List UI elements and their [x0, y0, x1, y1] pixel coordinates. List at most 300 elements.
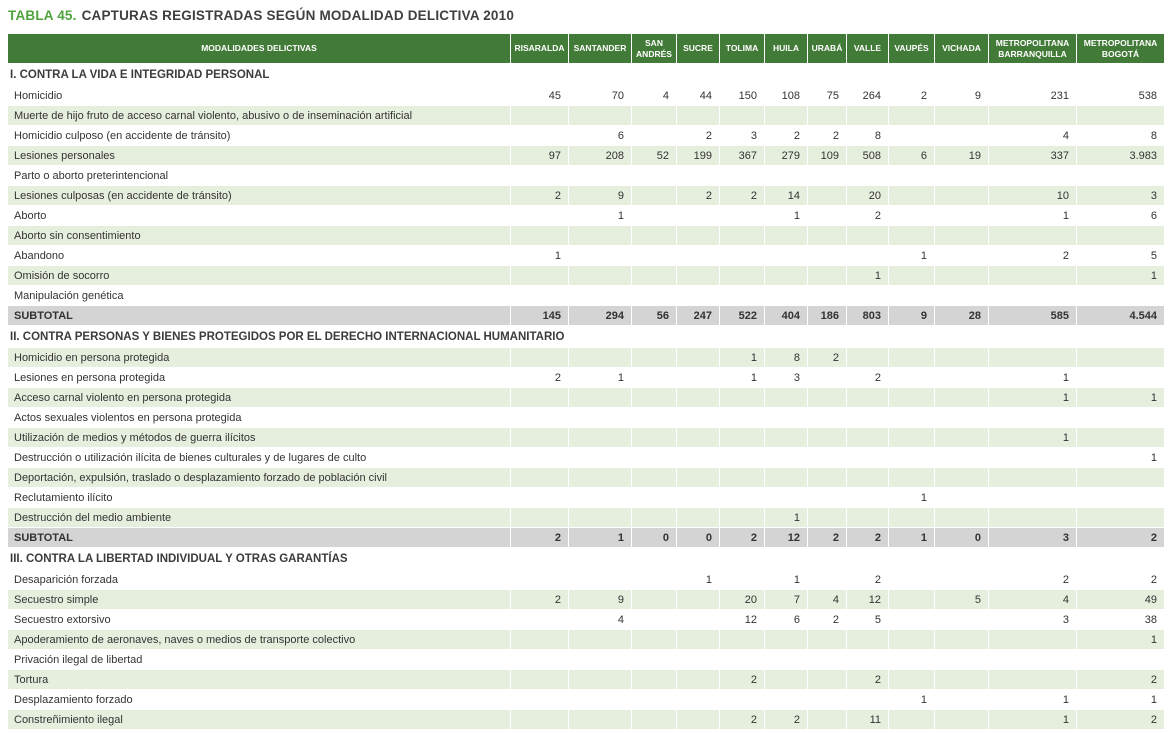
- row-label: Lesiones en persona protegida: [8, 368, 511, 388]
- cell-value: 1: [889, 690, 935, 710]
- table-body: [8, 64, 1165, 730]
- cell-value: [720, 246, 765, 266]
- cell-value: 294: [569, 306, 632, 326]
- cell-value: [632, 570, 677, 590]
- cell-value: [569, 690, 632, 710]
- cell-value: [720, 468, 765, 488]
- row-label: Abandono: [8, 246, 511, 266]
- cell-value: [569, 286, 632, 306]
- cell-value: [569, 428, 632, 448]
- cell-value: 14: [765, 186, 808, 206]
- cell-value: 538: [1077, 86, 1165, 106]
- cell-value: 6: [765, 610, 808, 630]
- cell-value: 2: [847, 368, 889, 388]
- cell-value: 1: [1077, 266, 1165, 286]
- cell-value: [889, 166, 935, 186]
- cell-value: 28: [935, 306, 989, 326]
- section-header: II. CONTRA PERSONAS Y BIENES PROTEGIDOS POR EL DERECHO INTERNACIONAL HUMANITARIO: [8, 326, 1165, 348]
- cell-value: [677, 468, 720, 488]
- cell-value: [632, 408, 677, 428]
- cell-value: 0: [935, 528, 989, 548]
- cell-value: [569, 226, 632, 246]
- row-label: Acceso carnal violento en persona protegida: [8, 388, 511, 408]
- cell-value: 199: [677, 146, 720, 166]
- cell-value: 2: [720, 670, 765, 690]
- cell-value: [720, 206, 765, 226]
- cell-value: [989, 488, 1077, 508]
- table-row: [8, 348, 1165, 368]
- cell-value: [1077, 650, 1165, 670]
- row-label: Privación ilegal de libertad: [8, 650, 511, 670]
- table-row: [8, 590, 1165, 610]
- cell-value: [889, 590, 935, 610]
- page-title: [8, 8, 1164, 23]
- cell-value: [1077, 106, 1165, 126]
- cell-value: [989, 106, 1077, 126]
- table-row: [8, 690, 1165, 710]
- cell-value: 2: [847, 206, 889, 226]
- cell-value: 1: [569, 206, 632, 226]
- cell-value: [720, 488, 765, 508]
- row-label: Constreñimiento ilegal: [8, 710, 511, 730]
- cell-value: [847, 388, 889, 408]
- table-row: [8, 186, 1165, 206]
- cell-value: [720, 448, 765, 468]
- cell-value: [889, 126, 935, 146]
- cell-value: [935, 186, 989, 206]
- cell-value: [889, 266, 935, 286]
- cell-value: [989, 508, 1077, 528]
- cell-value: 4: [808, 590, 847, 610]
- row-label: Homicidio culposo (en accidente de tránsito): [8, 126, 511, 146]
- cell-value: [569, 650, 632, 670]
- cell-value: 9: [569, 590, 632, 610]
- row-label: Homicidio en persona protegida: [8, 348, 511, 368]
- cell-value: [569, 266, 632, 286]
- cell-value: 522: [720, 306, 765, 326]
- row-label: Reclutamiento ilícito: [8, 488, 511, 508]
- cell-value: 1: [1077, 388, 1165, 408]
- cell-value: 337: [989, 146, 1077, 166]
- table-row: [8, 468, 1165, 488]
- cell-value: 2: [720, 710, 765, 730]
- cell-value: [808, 508, 847, 528]
- cell-value: [677, 590, 720, 610]
- cell-value: 20: [720, 590, 765, 610]
- cell-value: [765, 690, 808, 710]
- cell-value: [989, 226, 1077, 246]
- column-header: VAUPÉS: [889, 34, 935, 64]
- cell-value: 2: [889, 86, 935, 106]
- cell-value: [632, 186, 677, 206]
- cell-value: [808, 448, 847, 468]
- cell-value: [808, 186, 847, 206]
- cell-value: [808, 368, 847, 388]
- cell-value: [935, 166, 989, 186]
- cell-value: [765, 226, 808, 246]
- cell-value: 3: [765, 368, 808, 388]
- cell-value: [889, 448, 935, 468]
- cell-value: 1: [1077, 630, 1165, 650]
- cell-value: [1077, 348, 1165, 368]
- cell-value: [889, 650, 935, 670]
- cell-value: [632, 206, 677, 226]
- cell-value: 20: [847, 186, 889, 206]
- cell-value: 1: [1077, 448, 1165, 468]
- cell-value: [677, 286, 720, 306]
- cell-value: 3: [989, 528, 1077, 548]
- cell-value: [720, 570, 765, 590]
- cell-value: 38: [1077, 610, 1165, 630]
- cell-value: 2: [720, 528, 765, 548]
- cell-value: [989, 670, 1077, 690]
- cell-value: 1: [677, 570, 720, 590]
- cell-value: [632, 106, 677, 126]
- cell-value: 8: [847, 126, 889, 146]
- cell-value: [569, 710, 632, 730]
- cell-value: [989, 408, 1077, 428]
- cell-value: 3: [1077, 186, 1165, 206]
- subtotal-row: [8, 528, 1165, 548]
- table-row: [8, 570, 1165, 590]
- cell-value: [808, 106, 847, 126]
- cell-value: [847, 166, 889, 186]
- cell-value: [935, 670, 989, 690]
- cell-value: [889, 468, 935, 488]
- cell-value: [569, 166, 632, 186]
- cell-value: 1: [569, 368, 632, 388]
- cell-value: 2: [1077, 710, 1165, 730]
- cell-value: [1077, 428, 1165, 448]
- cell-value: [677, 388, 720, 408]
- cell-value: [511, 266, 569, 286]
- cell-value: [989, 630, 1077, 650]
- cell-value: 4.544: [1077, 306, 1165, 326]
- row-label: Aborto: [8, 206, 511, 226]
- section-header-row: [8, 326, 1165, 348]
- cell-value: [632, 266, 677, 286]
- cell-value: [808, 488, 847, 508]
- cell-value: [511, 106, 569, 126]
- cell-value: [935, 690, 989, 710]
- cell-value: [569, 388, 632, 408]
- cell-value: [677, 710, 720, 730]
- cell-value: 52: [632, 146, 677, 166]
- cell-value: [720, 650, 765, 670]
- cell-value: [765, 166, 808, 186]
- cell-value: [847, 428, 889, 448]
- cell-value: 2: [720, 186, 765, 206]
- cell-value: [569, 468, 632, 488]
- table-title-text: CAPTURAS REGISTRADAS SEGÚN MODALIDAD DELICTIVA 2010: [81, 8, 515, 23]
- cell-value: [889, 106, 935, 126]
- cell-value: 12: [765, 528, 808, 548]
- table-row: [8, 368, 1165, 388]
- cell-value: [808, 710, 847, 730]
- cell-value: 45: [511, 86, 569, 106]
- cell-value: [847, 468, 889, 488]
- cell-value: [935, 388, 989, 408]
- cell-value: 1: [889, 528, 935, 548]
- cell-value: 150: [720, 86, 765, 106]
- cell-value: 247: [677, 306, 720, 326]
- cell-value: [808, 630, 847, 650]
- cell-value: [889, 226, 935, 246]
- cell-value: 1: [889, 488, 935, 508]
- cell-value: [569, 106, 632, 126]
- cell-value: [677, 610, 720, 630]
- cell-value: [632, 488, 677, 508]
- cell-value: 4: [632, 86, 677, 106]
- cell-value: [511, 286, 569, 306]
- table-row: [8, 266, 1165, 286]
- cell-value: 1: [989, 690, 1077, 710]
- table-row: [8, 650, 1165, 670]
- table-row: [8, 610, 1165, 630]
- cell-value: 12: [847, 590, 889, 610]
- cell-value: [677, 348, 720, 368]
- cell-value: [847, 286, 889, 306]
- row-label: Secuestro simple: [8, 590, 511, 610]
- cell-value: [720, 690, 765, 710]
- cell-value: [935, 610, 989, 630]
- cell-value: [889, 710, 935, 730]
- cell-value: [720, 428, 765, 448]
- cell-value: [889, 348, 935, 368]
- cell-value: [569, 348, 632, 368]
- cell-value: [632, 428, 677, 448]
- cell-value: 9: [935, 86, 989, 106]
- cell-value: [632, 670, 677, 690]
- cell-value: 109: [808, 146, 847, 166]
- cell-value: [847, 508, 889, 528]
- row-label: Destrucción o utilización ilícita de bienes culturales y de lugares de culto: [8, 448, 511, 468]
- cell-value: [765, 408, 808, 428]
- cell-value: 12: [720, 610, 765, 630]
- cell-value: [765, 388, 808, 408]
- cell-value: [569, 488, 632, 508]
- cell-value: [720, 166, 765, 186]
- cell-value: [677, 266, 720, 286]
- cell-value: 2: [808, 348, 847, 368]
- cell-value: [632, 126, 677, 146]
- cell-value: [1077, 368, 1165, 388]
- cell-value: [632, 246, 677, 266]
- cell-value: 1: [720, 348, 765, 368]
- cell-value: [847, 106, 889, 126]
- cell-value: [632, 630, 677, 650]
- cell-value: [808, 166, 847, 186]
- table-row: [8, 126, 1165, 146]
- cell-value: 2: [1077, 528, 1165, 548]
- cell-value: [989, 286, 1077, 306]
- cell-value: [677, 428, 720, 448]
- cell-value: [765, 246, 808, 266]
- cell-value: 1: [989, 368, 1077, 388]
- table-row: [8, 226, 1165, 246]
- row-label: Desaparición forzada: [8, 570, 511, 590]
- cell-value: [847, 690, 889, 710]
- cell-value: [989, 650, 1077, 670]
- table-row: [8, 508, 1165, 528]
- table-row: [8, 670, 1165, 690]
- cell-value: [808, 266, 847, 286]
- cell-value: [808, 650, 847, 670]
- cell-value: 1: [765, 206, 808, 226]
- section-header-row: [8, 64, 1165, 86]
- row-label: Aborto sin consentimiento: [8, 226, 511, 246]
- cell-value: [511, 650, 569, 670]
- cell-value: 8: [765, 348, 808, 368]
- cell-value: 6: [569, 126, 632, 146]
- subtotal-label: SUBTOTAL: [8, 306, 511, 326]
- cell-value: [847, 246, 889, 266]
- row-label: Lesiones culposas (en accidente de tránsito): [8, 186, 511, 206]
- cell-value: [935, 630, 989, 650]
- cell-value: [720, 408, 765, 428]
- cell-value: 10: [989, 186, 1077, 206]
- cell-value: [720, 226, 765, 246]
- cell-value: 2: [765, 710, 808, 730]
- cell-value: 4: [989, 126, 1077, 146]
- cell-value: [808, 226, 847, 246]
- cell-value: [889, 428, 935, 448]
- cell-value: 2: [677, 126, 720, 146]
- cell-value: [632, 388, 677, 408]
- row-label: Deportación, expulsión, traslado o desplazamiento forzado de población civil: [8, 468, 511, 488]
- section-header-row: [8, 548, 1165, 570]
- cell-value: [677, 488, 720, 508]
- captures-table: [7, 33, 1165, 730]
- cell-value: [632, 226, 677, 246]
- column-header: VALLE: [847, 34, 889, 64]
- cell-value: [935, 266, 989, 286]
- cell-value: [511, 570, 569, 590]
- cell-value: 508: [847, 146, 889, 166]
- cell-value: [1077, 488, 1165, 508]
- cell-value: 1: [989, 428, 1077, 448]
- row-label: Muerte de hijo fruto de acceso carnal violento, abusivo o de inseminación artificial: [8, 106, 511, 126]
- table-number-label: TABLA 45.: [8, 8, 77, 23]
- cell-value: [889, 570, 935, 590]
- table-row: [8, 146, 1165, 166]
- cell-value: 2: [808, 528, 847, 548]
- column-header: METROPOLITANA BOGOTÁ: [1077, 34, 1165, 64]
- cell-value: [720, 630, 765, 650]
- cell-value: 279: [765, 146, 808, 166]
- cell-value: 9: [889, 306, 935, 326]
- cell-value: [935, 126, 989, 146]
- cell-value: [808, 428, 847, 448]
- cell-value: 264: [847, 86, 889, 106]
- table-row: [8, 428, 1165, 448]
- cell-value: [569, 246, 632, 266]
- cell-value: [720, 286, 765, 306]
- cell-value: [632, 590, 677, 610]
- table-header-row: [8, 34, 1165, 64]
- cell-value: 803: [847, 306, 889, 326]
- cell-value: 5: [847, 610, 889, 630]
- cell-value: 44: [677, 86, 720, 106]
- cell-value: 4: [569, 610, 632, 630]
- cell-value: 1: [511, 246, 569, 266]
- cell-value: [632, 368, 677, 388]
- cell-value: [989, 468, 1077, 488]
- cell-value: [989, 166, 1077, 186]
- cell-value: [677, 408, 720, 428]
- cell-value: 2: [847, 528, 889, 548]
- cell-value: 0: [677, 528, 720, 548]
- cell-value: [847, 650, 889, 670]
- cell-value: 19: [935, 146, 989, 166]
- table-row: [8, 86, 1165, 106]
- cell-value: [511, 468, 569, 488]
- row-label: Apoderamiento de aeronaves, naves o medios de transporte colectivo: [8, 630, 511, 650]
- cell-value: 1: [720, 368, 765, 388]
- cell-value: [511, 388, 569, 408]
- cell-value: [808, 468, 847, 488]
- cell-value: 1: [989, 710, 1077, 730]
- cell-value: 7: [765, 590, 808, 610]
- cell-value: [569, 508, 632, 528]
- cell-value: 3: [989, 610, 1077, 630]
- cell-value: [720, 388, 765, 408]
- table-row: [8, 630, 1165, 650]
- cell-value: [935, 348, 989, 368]
- cell-value: [632, 468, 677, 488]
- cell-value: 1: [989, 206, 1077, 226]
- cell-value: 1: [847, 266, 889, 286]
- cell-value: [935, 570, 989, 590]
- cell-value: [765, 106, 808, 126]
- cell-value: [765, 650, 808, 670]
- cell-value: [569, 670, 632, 690]
- cell-value: 1: [569, 528, 632, 548]
- cell-value: [808, 670, 847, 690]
- cell-value: 2: [511, 590, 569, 610]
- cell-value: [1077, 468, 1165, 488]
- row-label: Manipulación genética: [8, 286, 511, 306]
- cell-value: [677, 670, 720, 690]
- cell-value: [935, 448, 989, 468]
- cell-value: 97: [511, 146, 569, 166]
- cell-value: 75: [808, 86, 847, 106]
- column-header-modalidades: MODALIDADES DELICTIVAS: [8, 34, 511, 64]
- cell-value: [1077, 408, 1165, 428]
- cell-value: [808, 388, 847, 408]
- row-label: Lesiones personales: [8, 146, 511, 166]
- cell-value: [808, 408, 847, 428]
- cell-value: [889, 368, 935, 388]
- cell-value: 49: [1077, 590, 1165, 610]
- cell-value: 2: [677, 186, 720, 206]
- cell-value: [765, 488, 808, 508]
- cell-value: [720, 508, 765, 528]
- cell-value: 2: [511, 368, 569, 388]
- cell-value: 1: [765, 570, 808, 590]
- row-label: Actos sexuales violentos en persona protegida: [8, 408, 511, 428]
- cell-value: 2: [989, 246, 1077, 266]
- cell-value: [511, 408, 569, 428]
- cell-value: [511, 428, 569, 448]
- cell-value: [632, 348, 677, 368]
- cell-value: 2: [511, 528, 569, 548]
- cell-value: [935, 468, 989, 488]
- row-label: Destrucción del medio ambiente: [8, 508, 511, 528]
- cell-value: [765, 266, 808, 286]
- cell-value: [569, 448, 632, 468]
- row-label: Homicidio: [8, 86, 511, 106]
